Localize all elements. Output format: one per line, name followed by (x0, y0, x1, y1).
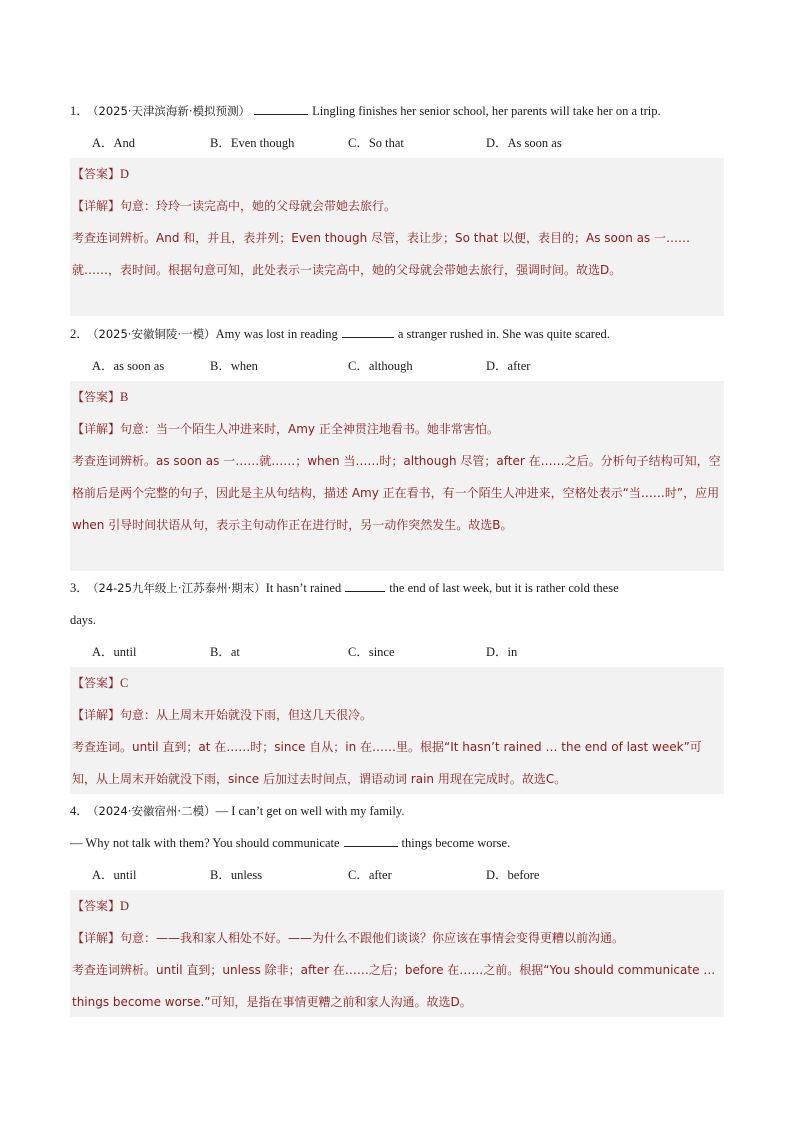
option-c[interactable]: C．since (348, 645, 395, 659)
question-stem-continued: days. (70, 613, 97, 627)
question-source: （2025·天津滨海新·模拟预测） (92, 104, 251, 118)
question-text-after: the end of last week, but it is rather cold these (389, 581, 619, 595)
option-a[interactable]: A．And (92, 136, 136, 150)
question-stem (70, 572, 724, 604)
answer-label: 【答案】 (72, 676, 121, 690)
detail-label: 【详解】 (72, 931, 121, 945)
option-b[interactable]: B．at (210, 645, 240, 659)
answer-label: 【答案】 (72, 167, 121, 181)
option-c[interactable]: C．So that (348, 136, 404, 150)
answer-value: B (120, 390, 129, 404)
answer-line (72, 381, 722, 413)
option-b[interactable]: B．Even though (210, 136, 295, 150)
answer-line (72, 667, 722, 699)
option-c[interactable]: C．after (348, 868, 392, 882)
answer-label: 【答案】 (72, 899, 121, 913)
answer-blank (342, 325, 394, 338)
sentence-meaning: 句意：——我和家人相处不好。——为什么不跟他们谈谈？你应该在事情会变得更糟以前沟通。 (120, 931, 625, 945)
answer-value: D (120, 167, 130, 181)
options-row (70, 636, 724, 668)
answer-section-3 (70, 667, 724, 794)
detail-line (72, 413, 722, 445)
answer-line (72, 890, 722, 922)
question-text-after: things become worse. (401, 836, 511, 850)
option-d[interactable]: D．before (486, 868, 540, 882)
answer-line (72, 158, 722, 190)
question-1 (70, 95, 724, 159)
question-number: 4． (70, 804, 89, 818)
detail-line (72, 699, 722, 731)
options-row (70, 127, 724, 159)
question-text-after: a stranger rushed in. She was quite scared. (397, 327, 610, 341)
detail-label: 【详解】 (72, 422, 121, 436)
sentence-meaning: 句意：当一个陌生人冲进来时，Amy 正全神贯注地看书。她非常害怕。 (120, 422, 499, 436)
question-text-before: It hasn’t rained (265, 581, 342, 595)
option-d[interactable]: D．after (486, 359, 531, 373)
question-text: Lingling finishes her senior school, her parents will take her on a trip. (312, 104, 661, 118)
option-b[interactable]: B．unless (210, 868, 263, 882)
question-number: 2． (70, 327, 89, 341)
question-stem (70, 95, 724, 127)
answer-blank (254, 102, 308, 115)
detail-line (72, 922, 722, 954)
question-4 (70, 795, 724, 891)
analysis-text: 考查连词辨析。as soon as 一……就……；when 当……时；although 尽管；after 在……之后。分析句子结构可知，空格前后是两个完整的句子，因此是主从句结构，描述 Amy 正在看书，有一个陌生人冲进来，空格处表示“当……时”，应用 when 引导时间状语从句，表示主句动作正在进行时，另一动作突然发生。故选B。 (72, 454, 721, 532)
question-text-before: Amy was lost in reading (215, 327, 338, 341)
answer-value: D (120, 899, 130, 913)
question-source: （2024·安徽宿州·二模） (92, 804, 216, 818)
detail-label: 【详解】 (72, 708, 121, 722)
options-row (70, 859, 724, 891)
answer-section-4 (70, 890, 724, 1017)
sentence-meaning: 句意：从上周末开始就没下雨，但这几天很冷。 (120, 708, 373, 722)
option-a[interactable]: A．as soon as (92, 359, 165, 373)
detail-label: 【详解】 (72, 199, 121, 213)
question-text-before: — Why not talk with them? You should communicate (70, 836, 340, 850)
question-3 (70, 572, 724, 668)
option-d[interactable]: D．As soon as (486, 136, 562, 150)
answer-section-2 (70, 381, 724, 571)
option-d[interactable]: D．in (486, 645, 518, 659)
question-number: 1． (70, 104, 89, 118)
question-stem-line2 (70, 827, 724, 859)
option-a[interactable]: A．until (92, 868, 137, 882)
detail-line (72, 190, 722, 222)
question-number: 3． (70, 581, 89, 595)
answer-blank (345, 579, 385, 592)
analysis-text: 考查连词。until 直到；at 在……时；since 自从；in 在……里。根据“It hasn’t rained … the end of last week”可知，从上周末开始就没下雨，since 后加过去时间点，谓语动词 rain 用现在完成时。故选C。 (72, 740, 702, 786)
analysis-text: 考查连词辨析。And 和，并且，表并列；Even though 尽管，表让步；So that 以便，表目的；As soon as 一……就……，表时间。根据句意可知，此处表示一读完高中，她的父母就会带她去旅行，强调时间。故选D。 (72, 231, 691, 277)
question-stem (70, 318, 724, 350)
question-stem (70, 795, 724, 827)
sentence-meaning: 句意：玲玲一读完高中，她的父母就会带她去旅行。 (120, 199, 397, 213)
question-2 (70, 318, 724, 382)
answer-value: C (120, 676, 129, 690)
options-row (70, 350, 724, 382)
option-c[interactable]: C．although (348, 359, 413, 373)
option-a[interactable]: A．until (92, 645, 137, 659)
answer-label: 【答案】 (72, 390, 121, 404)
analysis-text: 考查连词辨析。until 直到；unless 除非；after 在……之后；before 在……之前。根据“You should communicate … things become worse.”可知，是指在事情更糟之前和家人沟通。故选D。 (72, 963, 716, 1009)
question-source: （2025·安徽铜陵·一模） (92, 327, 216, 341)
option-b[interactable]: B．when (210, 359, 258, 373)
answer-section-1 (70, 158, 724, 316)
question-text-line1: — I can’t get on well with my family. (215, 804, 405, 818)
answer-blank (344, 834, 398, 847)
question-source: （24-25九年级上·江苏泰州·期末） (92, 581, 266, 595)
